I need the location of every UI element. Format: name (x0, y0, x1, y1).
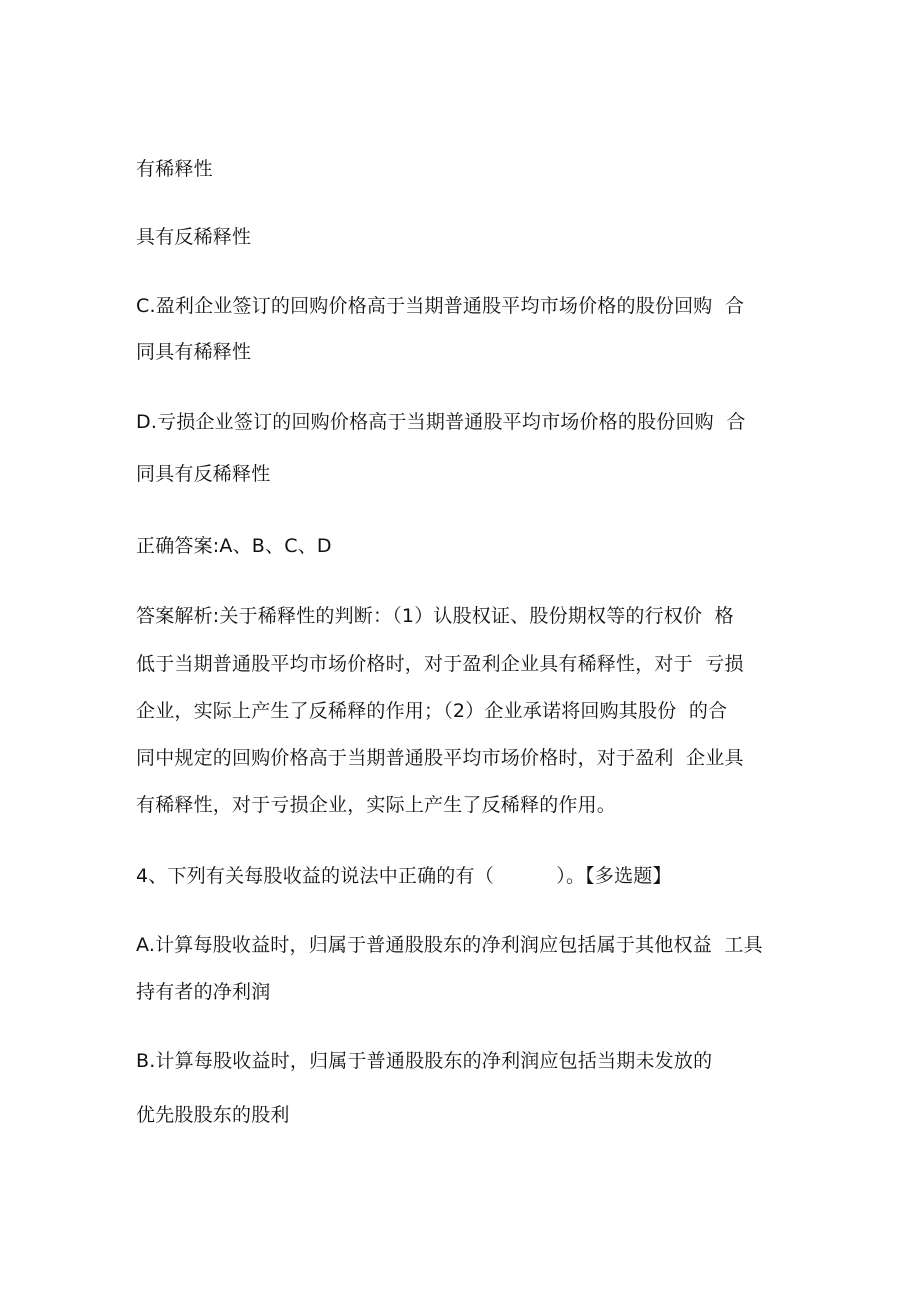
explanation-line-2: 低于当期普通股平均市场价格时，对于盈利企业具有稀释性，对于 亏损 (136, 653, 744, 675)
q4-option-b-line-2: 优先股股东的股利 (136, 1104, 290, 1126)
correct-answer: 正确答案:A、B、C、D (136, 535, 332, 557)
option-b-continuation: 具有反稀释性 (136, 226, 252, 248)
option-c-line-2: 同具有稀释性 (136, 341, 252, 363)
explanation-line-4: 同中规定的回购价格高于当期普通股平均市场价格时，对于盈利 企业具 (136, 747, 744, 769)
explanation-line-1: 答案解析:关于稀释性的判断：（1）认股权证、股份期权等的行权价 格 (136, 605, 734, 627)
q4-option-b-line-1: B.计算每股收益时，归属于普通股股东的净利润应包括当期未发放的 (136, 1050, 713, 1072)
question-4: 4、下列有关每股收益的说法中正确的有（ ）。【多选题】 (136, 865, 672, 887)
option-d-line-1: D.亏损企业签订的回购价格高于当期普通股平均市场价格的股份回购 合 (136, 411, 746, 433)
explanation-line-3: 企业，实际上产生了反稀释的作用；（2）企业承诺将回购其股份 的合 (136, 700, 728, 722)
option-c-line-1: C.盈利企业签订的回购价格高于当期普通股平均市场价格的股份回购 合 (136, 295, 745, 317)
q4-option-a-line-1: A.计算每股收益时，归属于普通股股东的净利润应包括属于其他权益 工具 (136, 934, 763, 956)
q4-option-a-line-2: 持有者的净利润 (136, 981, 271, 1003)
option-d-line-2: 同具有反稀释性 (136, 463, 271, 485)
explanation-line-5: 有稀释性，对于亏损企业，实际上产生了反稀释的作用。 (136, 794, 617, 816)
option-a-continuation: 有稀释性 (136, 158, 213, 180)
